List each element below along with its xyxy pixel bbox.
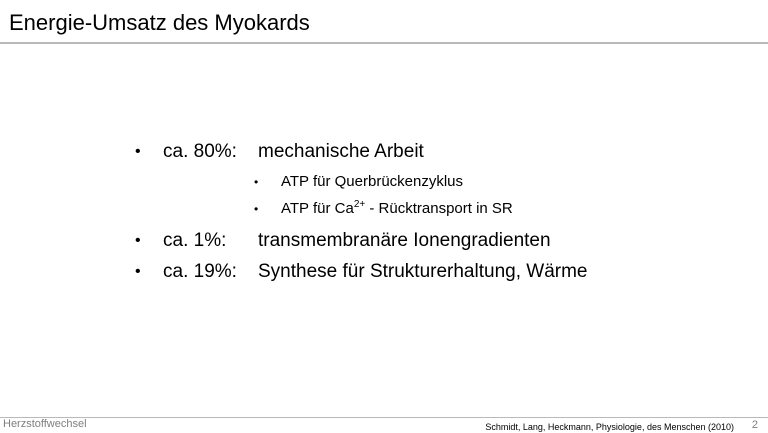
- bullet-text: transmembranäre Ionengradienten: [258, 230, 551, 251]
- sub-bullet-item-2: [0, 199, 768, 219]
- footer-section-label: Herzstoffwechsel: [3, 418, 87, 430]
- bullet-symbol: •: [135, 143, 141, 160]
- bullet-item-3: [0, 260, 768, 284]
- superscript-charge: 2+: [353, 199, 366, 210]
- sub-bullet-text-part: - Rücktransport in SR: [365, 200, 513, 217]
- sub-bullet-symbol: •: [254, 175, 259, 189]
- bullet-text: mechanische Arbeit: [258, 141, 424, 162]
- footer-divider: [0, 417, 768, 418]
- bullet-symbol: •: [135, 232, 141, 249]
- bullet-percent: ca. 19%:: [163, 261, 237, 282]
- slide-title: Energie-Umsatz des Myokards: [9, 10, 310, 35]
- sub-bullet-symbol: •: [254, 202, 259, 216]
- bullet-text: Synthese für Strukturerhaltung, Wärme: [258, 261, 588, 282]
- sub-bullet-text: ATP für Querbrückenzyklus: [281, 173, 464, 190]
- sub-bullet-text-part: ATP für Ca: [281, 200, 354, 217]
- bullet-percent: ca. 1%:: [163, 230, 227, 251]
- bullet-item-1: [0, 140, 768, 164]
- bullet-percent: ca. 80%:: [163, 141, 237, 162]
- footer-citation: Schmidt, Lang, Heckmann, Physiologie, des Menschen (2010): [485, 422, 734, 432]
- title-divider: [0, 42, 768, 44]
- sub-bullet-item-1: [0, 172, 768, 192]
- bullet-symbol: •: [135, 263, 141, 280]
- page-number: 2: [751, 419, 758, 431]
- sub-bullet-text: [281, 199, 513, 219]
- bullet-item-2: [0, 229, 768, 253]
